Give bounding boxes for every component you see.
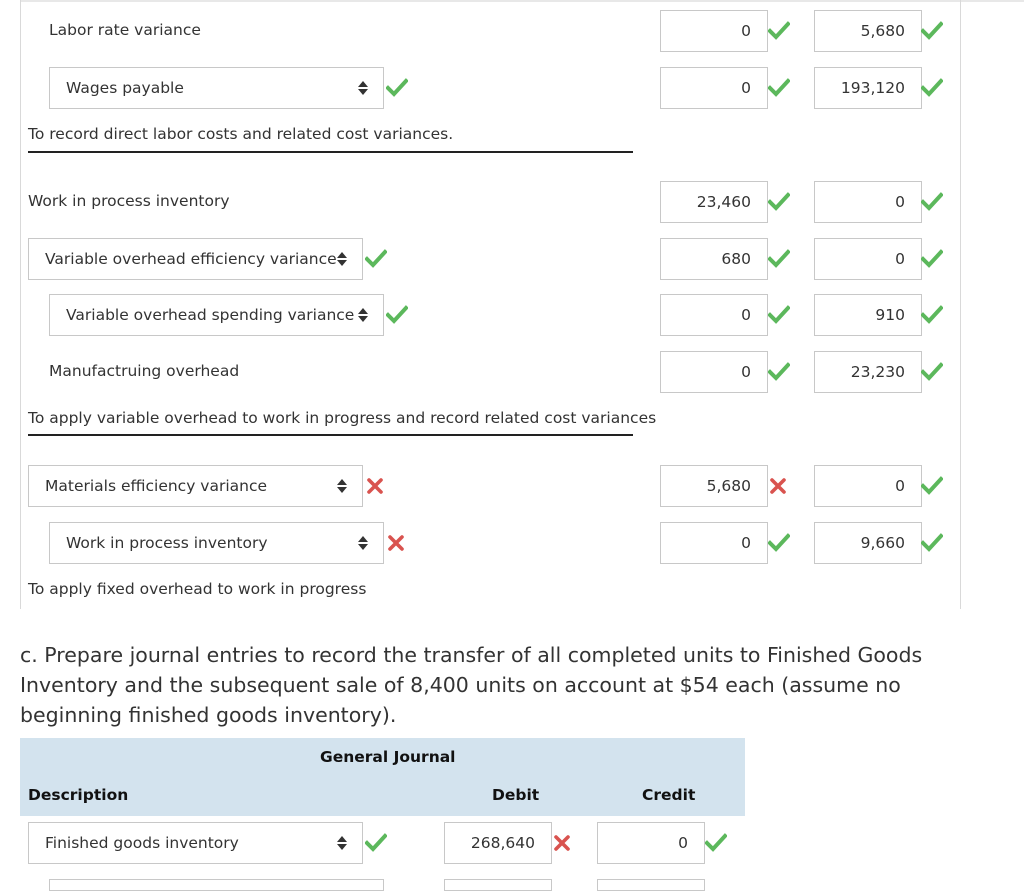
check-icon bbox=[768, 191, 790, 213]
account-select[interactable] bbox=[28, 238, 363, 280]
check-icon bbox=[921, 191, 943, 213]
column-header-description: Description bbox=[28, 786, 129, 804]
account-label: Work in process inventory bbox=[28, 192, 230, 210]
debit-input[interactable]: 23,460 bbox=[660, 181, 768, 223]
check-icon bbox=[921, 77, 943, 99]
debit-input[interactable] bbox=[444, 879, 552, 891]
entry-note: To record direct labor costs and related cost variances. bbox=[28, 125, 454, 143]
check-icon bbox=[365, 248, 387, 270]
account-select[interactable] bbox=[49, 879, 384, 891]
credit-input[interactable] bbox=[597, 879, 705, 891]
account-select[interactable] bbox=[49, 67, 384, 109]
debit-input[interactable]: 680 bbox=[660, 238, 768, 280]
entry-divider bbox=[28, 151, 633, 153]
debit-input[interactable]: 268,640 bbox=[444, 822, 552, 864]
debit-input[interactable]: 0 bbox=[660, 522, 768, 564]
panel-left-border bbox=[20, 0, 21, 609]
account-select-value: Variable overhead spending variance bbox=[66, 306, 355, 324]
account-select-value: Materials efficiency variance bbox=[45, 477, 268, 495]
debit-input[interactable]: 0 bbox=[660, 67, 768, 109]
panel-top-edge bbox=[20, 0, 1024, 2]
select-arrows-icon bbox=[357, 68, 369, 108]
account-select[interactable] bbox=[49, 294, 384, 336]
check-icon bbox=[921, 532, 943, 554]
account-label: Labor rate variance bbox=[49, 21, 201, 39]
cross-icon bbox=[767, 475, 789, 497]
column-header-debit: Debit bbox=[492, 786, 540, 804]
credit-input[interactable]: 0 bbox=[814, 181, 922, 223]
check-icon bbox=[921, 361, 943, 383]
debit-input[interactable]: 5,680 bbox=[660, 465, 768, 507]
account-select-value: Finished goods inventory bbox=[45, 834, 239, 852]
credit-input[interactable]: 910 bbox=[814, 294, 922, 336]
credit-input[interactable]: 0 bbox=[814, 238, 922, 280]
check-icon bbox=[386, 77, 408, 99]
check-icon bbox=[768, 248, 790, 270]
account-select[interactable] bbox=[28, 465, 363, 507]
credit-input[interactable]: 0 bbox=[814, 465, 922, 507]
account-select[interactable] bbox=[49, 522, 384, 564]
credit-input[interactable]: 0 bbox=[597, 822, 705, 864]
question-text: c. Prepare journal entries to record the transfer of all completed units to Finished Goods Inventory and the subsequent sale of 8,400 units on account at $54 each (assume no beginning finished goods inventory). bbox=[20, 643, 923, 727]
check-icon bbox=[705, 832, 727, 854]
account-select-value: Variable overhead efficiency variance bbox=[45, 250, 337, 268]
check-icon bbox=[921, 20, 943, 42]
select-arrows-icon bbox=[336, 239, 348, 279]
cross-icon bbox=[364, 475, 386, 497]
account-select-value: Wages payable bbox=[66, 79, 184, 97]
check-icon bbox=[768, 304, 790, 326]
account-label: Manufactruing overhead bbox=[49, 362, 240, 380]
cross-icon bbox=[385, 532, 407, 554]
select-arrows-icon bbox=[357, 295, 369, 335]
check-icon bbox=[921, 475, 943, 497]
check-icon bbox=[768, 361, 790, 383]
check-icon bbox=[921, 248, 943, 270]
debit-input[interactable]: 0 bbox=[660, 10, 768, 52]
credit-input[interactable]: 9,660 bbox=[814, 522, 922, 564]
check-icon bbox=[386, 304, 408, 326]
account-select-value: Work in process inventory bbox=[66, 534, 268, 552]
debit-input[interactable]: 0 bbox=[660, 294, 768, 336]
check-icon bbox=[768, 532, 790, 554]
debit-input[interactable]: 0 bbox=[660, 351, 768, 393]
check-icon bbox=[768, 77, 790, 99]
journal-title: General Journal bbox=[320, 748, 456, 766]
credit-input[interactable]: 193,120 bbox=[814, 67, 922, 109]
column-header-credit: Credit bbox=[642, 786, 696, 804]
select-arrows-icon bbox=[336, 466, 348, 506]
check-icon bbox=[768, 20, 790, 42]
entry-note: To apply fixed overhead to work in progress bbox=[28, 580, 367, 598]
select-arrows-icon bbox=[357, 523, 369, 563]
account-select[interactable] bbox=[28, 822, 363, 864]
select-arrows-icon bbox=[336, 823, 348, 863]
panel-right-border bbox=[960, 0, 961, 609]
credit-input[interactable]: 5,680 bbox=[814, 10, 922, 52]
cross-icon bbox=[551, 832, 573, 854]
entry-divider bbox=[28, 434, 633, 436]
credit-input[interactable]: 23,230 bbox=[814, 351, 922, 393]
check-icon bbox=[921, 304, 943, 326]
check-icon bbox=[365, 832, 387, 854]
entry-note: To apply variable overhead to work in progress and record related cost variances bbox=[28, 409, 657, 427]
